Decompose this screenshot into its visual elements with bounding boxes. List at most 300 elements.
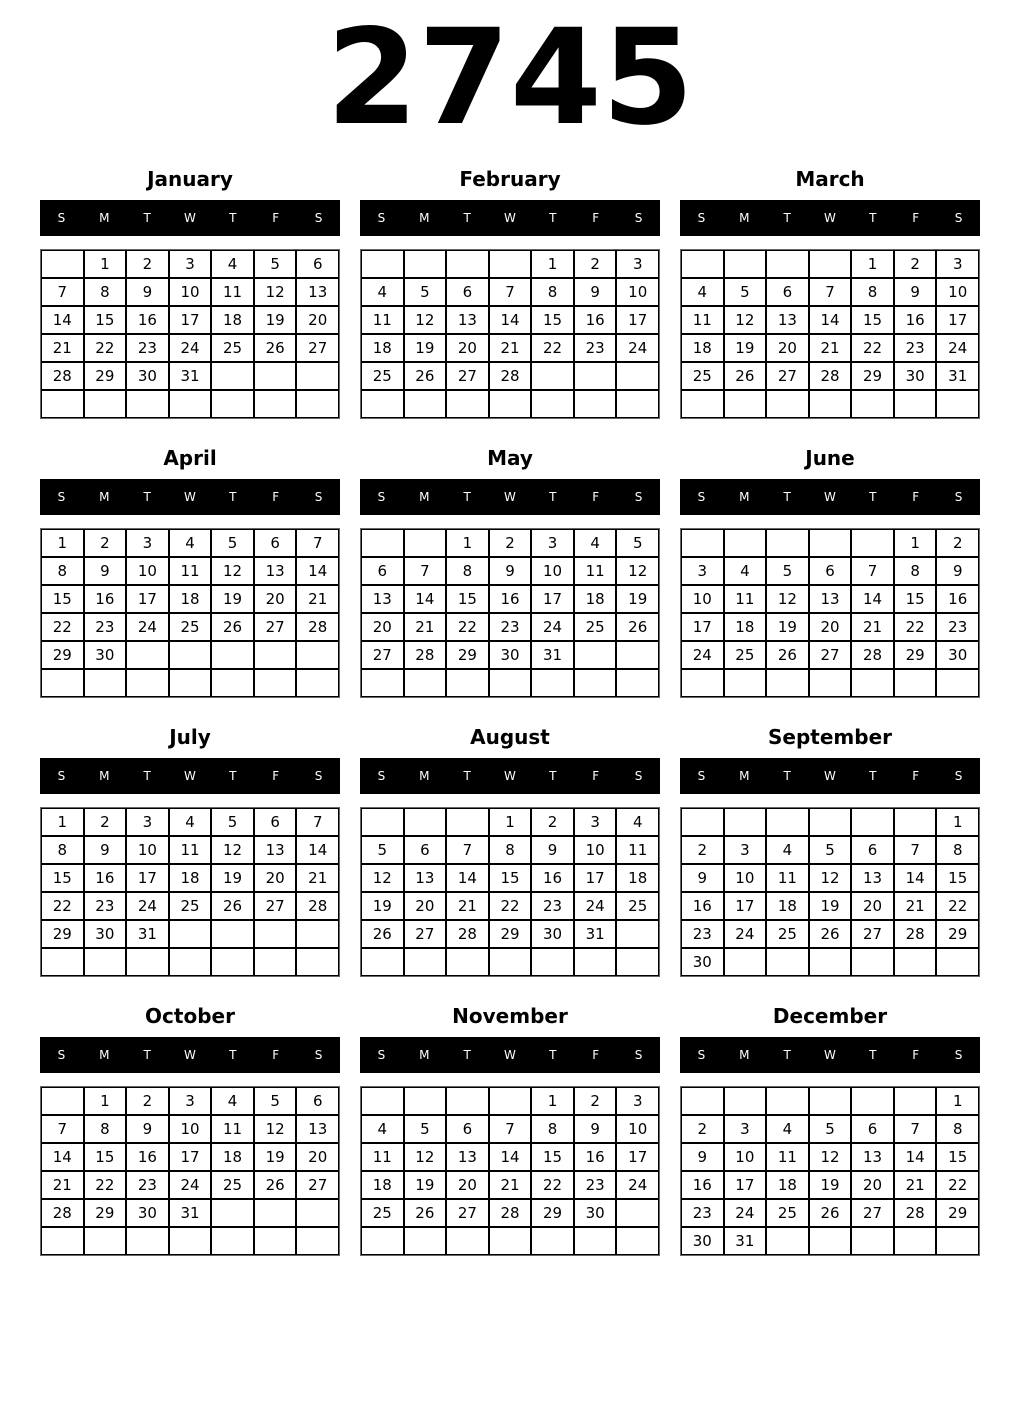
day-cell: 13	[851, 1143, 894, 1171]
empty-day-cell	[936, 390, 979, 418]
empty-day-cell	[211, 669, 254, 697]
day-cell: 22	[936, 1171, 979, 1199]
day-cell: 4	[169, 529, 212, 557]
day-cell: 14	[41, 306, 84, 334]
day-cell: 22	[851, 334, 894, 362]
month-block	[40, 987, 340, 1256]
day-cell: 5	[724, 278, 767, 306]
month-block	[680, 429, 980, 698]
day-cell: 9	[681, 864, 724, 892]
month-grid	[40, 1086, 340, 1256]
weekday-label: W	[824, 211, 836, 225]
empty-day-cell	[254, 1227, 297, 1255]
weekday-label: T	[549, 1048, 557, 1062]
empty-day-cell	[809, 1227, 852, 1255]
day-cell: 30	[84, 641, 127, 669]
month-title: November	[452, 1004, 568, 1028]
day-cell: 12	[404, 306, 447, 334]
day-cell: 11	[169, 836, 212, 864]
day-cell: 23	[126, 334, 169, 362]
day-cell: 31	[169, 362, 212, 390]
empty-day-cell	[851, 948, 894, 976]
weekday-label: W	[504, 211, 516, 225]
day-cell: 13	[851, 864, 894, 892]
day-cell: 12	[404, 1143, 447, 1171]
weekday-label: W	[504, 769, 516, 783]
month-title: December	[772, 1004, 888, 1028]
empty-day-cell	[616, 641, 659, 669]
day-cell: 27	[361, 641, 404, 669]
empty-day-cell	[894, 808, 937, 836]
day-cell: 19	[404, 334, 447, 362]
day-cell: 2	[84, 529, 127, 557]
day-cell: 9	[531, 836, 574, 864]
day-cell: 14	[809, 306, 852, 334]
day-cell: 3	[169, 250, 212, 278]
day-cell: 14	[851, 585, 894, 613]
day-cell: 15	[936, 864, 979, 892]
weekday-label: S	[314, 1048, 323, 1062]
day-cell: 6	[296, 1087, 339, 1115]
day-cell: 21	[894, 892, 937, 920]
day-cell: 28	[851, 641, 894, 669]
day-cell: 7	[296, 529, 339, 557]
empty-day-cell	[169, 390, 212, 418]
day-cell: 26	[361, 920, 404, 948]
day-cell: 16	[84, 864, 127, 892]
day-cell: 26	[211, 613, 254, 641]
month-title: May	[487, 446, 533, 470]
month-title: October	[145, 1004, 235, 1028]
month-block	[680, 150, 980, 419]
day-cell: 1	[531, 250, 574, 278]
day-cell: 28	[41, 362, 84, 390]
day-cell: 21	[851, 613, 894, 641]
day-cell: 3	[169, 1087, 212, 1115]
day-cell: 8	[531, 278, 574, 306]
day-cell: 5	[254, 1087, 297, 1115]
weekday-label: M	[739, 769, 750, 783]
day-cell: 7	[296, 808, 339, 836]
day-cell: 9	[489, 557, 532, 585]
day-cell: 7	[809, 278, 852, 306]
day-cell: 20	[361, 613, 404, 641]
day-cell: 16	[126, 1143, 169, 1171]
day-cell: 25	[681, 362, 724, 390]
day-cell: 9	[894, 278, 937, 306]
month-title: April	[163, 446, 217, 470]
day-cell: 19	[616, 585, 659, 613]
weekday-label: T	[869, 1048, 877, 1062]
day-cell: 4	[766, 1115, 809, 1143]
weekday-label: M	[419, 211, 430, 225]
day-cell: 18	[211, 306, 254, 334]
weekday-label: T	[869, 769, 877, 783]
day-cell: 6	[809, 557, 852, 585]
day-cell: 1	[936, 808, 979, 836]
empty-day-cell	[489, 948, 532, 976]
day-cell: 9	[574, 1115, 617, 1143]
day-cell: 11	[766, 1143, 809, 1171]
day-cell: 6	[851, 1115, 894, 1143]
empty-day-cell	[126, 390, 169, 418]
month-block	[360, 987, 660, 1256]
weekday-label: S	[697, 769, 706, 783]
empty-day-cell	[361, 390, 404, 418]
day-cell: 6	[446, 1115, 489, 1143]
empty-day-cell	[84, 669, 127, 697]
weekday-label: S	[634, 211, 643, 225]
day-cell: 10	[531, 557, 574, 585]
day-cell: 3	[126, 808, 169, 836]
empty-day-cell	[41, 1087, 84, 1115]
empty-day-cell	[211, 1227, 254, 1255]
day-cell: 27	[766, 362, 809, 390]
day-cell: 12	[211, 836, 254, 864]
empty-day-cell	[211, 641, 254, 669]
day-cell: 25	[766, 920, 809, 948]
day-cell: 26	[809, 920, 852, 948]
day-cell: 18	[616, 864, 659, 892]
day-cell: 11	[211, 278, 254, 306]
empty-day-cell	[489, 1227, 532, 1255]
empty-day-cell	[404, 1227, 447, 1255]
empty-day-cell	[809, 808, 852, 836]
empty-day-cell	[296, 641, 339, 669]
empty-day-cell	[574, 362, 617, 390]
empty-day-cell	[531, 669, 574, 697]
weekday-label: T	[549, 211, 557, 225]
empty-day-cell	[169, 669, 212, 697]
day-cell: 2	[574, 250, 617, 278]
empty-day-cell	[766, 1087, 809, 1115]
day-cell: 25	[211, 334, 254, 362]
empty-day-cell	[681, 669, 724, 697]
day-cell: 22	[936, 892, 979, 920]
day-cell: 17	[169, 1143, 212, 1171]
day-cell: 18	[361, 334, 404, 362]
day-cell: 8	[936, 1115, 979, 1143]
day-cell: 1	[936, 1087, 979, 1115]
months-grid	[0, 150, 1020, 1266]
day-cell: 29	[84, 1199, 127, 1227]
day-cell: 15	[41, 864, 84, 892]
day-cell: 11	[211, 1115, 254, 1143]
day-cell: 8	[851, 278, 894, 306]
empty-day-cell	[169, 641, 212, 669]
empty-day-cell	[211, 948, 254, 976]
day-cell: 2	[531, 808, 574, 836]
day-cell: 26	[254, 334, 297, 362]
weekday-label: S	[634, 490, 643, 504]
weekday-label: W	[504, 1048, 516, 1062]
day-cell: 17	[616, 1143, 659, 1171]
day-cell: 4	[766, 836, 809, 864]
month-title: January	[147, 167, 233, 191]
day-cell: 17	[531, 585, 574, 613]
empty-day-cell	[766, 390, 809, 418]
month-block	[40, 150, 340, 419]
empty-day-cell	[574, 390, 617, 418]
day-cell: 4	[211, 1087, 254, 1115]
empty-day-cell	[766, 529, 809, 557]
day-cell: 26	[616, 613, 659, 641]
day-cell: 24	[169, 334, 212, 362]
day-cell: 15	[84, 306, 127, 334]
day-cell: 19	[361, 892, 404, 920]
day-cell: 14	[489, 306, 532, 334]
day-cell: 27	[446, 1199, 489, 1227]
day-cell: 29	[936, 920, 979, 948]
weekday-header	[360, 479, 660, 515]
empty-day-cell	[211, 362, 254, 390]
day-cell: 22	[531, 1171, 574, 1199]
day-cell: 2	[936, 529, 979, 557]
day-cell: 25	[616, 892, 659, 920]
empty-day-cell	[851, 529, 894, 557]
weekday-label: W	[184, 490, 196, 504]
day-cell: 14	[489, 1143, 532, 1171]
day-cell: 13	[446, 306, 489, 334]
day-cell: 27	[254, 613, 297, 641]
day-cell: 1	[446, 529, 489, 557]
day-cell: 25	[169, 892, 212, 920]
day-cell: 12	[724, 306, 767, 334]
weekday-label: M	[99, 211, 110, 225]
weekday-label: S	[377, 490, 386, 504]
day-cell: 25	[361, 362, 404, 390]
day-cell: 3	[724, 1115, 767, 1143]
weekday-label: S	[377, 1048, 386, 1062]
day-cell: 29	[446, 641, 489, 669]
day-cell: 28	[296, 613, 339, 641]
empty-day-cell	[724, 390, 767, 418]
weekday-label: M	[739, 490, 750, 504]
weekday-label: F	[912, 1048, 920, 1062]
weekday-label: T	[229, 1048, 237, 1062]
day-cell: 20	[254, 585, 297, 613]
empty-day-cell	[574, 948, 617, 976]
day-cell: 21	[41, 1171, 84, 1199]
day-cell: 13	[296, 278, 339, 306]
empty-day-cell	[809, 948, 852, 976]
empty-day-cell	[809, 1087, 852, 1115]
day-cell: 12	[809, 864, 852, 892]
day-cell: 31	[936, 362, 979, 390]
day-cell: 6	[361, 557, 404, 585]
empty-day-cell	[851, 1227, 894, 1255]
empty-day-cell	[446, 390, 489, 418]
day-cell: 6	[296, 250, 339, 278]
day-cell: 11	[616, 836, 659, 864]
empty-day-cell	[254, 920, 297, 948]
day-cell: 4	[361, 1115, 404, 1143]
day-cell: 21	[296, 864, 339, 892]
empty-day-cell	[851, 390, 894, 418]
day-cell: 14	[41, 1143, 84, 1171]
day-cell: 22	[489, 892, 532, 920]
day-cell: 5	[766, 557, 809, 585]
empty-day-cell	[41, 1227, 84, 1255]
empty-day-cell	[361, 669, 404, 697]
month-grid	[680, 1086, 980, 1256]
weekday-label: S	[57, 211, 66, 225]
day-cell: 21	[489, 1171, 532, 1199]
empty-day-cell	[361, 1087, 404, 1115]
weekday-label: F	[592, 1048, 600, 1062]
day-cell: 7	[489, 1115, 532, 1143]
day-cell: 17	[126, 585, 169, 613]
empty-day-cell	[616, 390, 659, 418]
weekday-label: T	[143, 490, 151, 504]
day-cell: 14	[894, 864, 937, 892]
month-block	[40, 429, 340, 698]
empty-day-cell	[894, 390, 937, 418]
weekday-label: T	[143, 211, 151, 225]
day-cell: 27	[809, 641, 852, 669]
empty-day-cell	[254, 948, 297, 976]
weekday-label: T	[143, 1048, 151, 1062]
day-cell: 11	[361, 1143, 404, 1171]
day-cell: 3	[681, 557, 724, 585]
empty-day-cell	[574, 669, 617, 697]
day-cell: 13	[404, 864, 447, 892]
day-cell: 19	[766, 613, 809, 641]
day-cell: 29	[936, 1199, 979, 1227]
day-cell: 9	[574, 278, 617, 306]
day-cell: 17	[169, 306, 212, 334]
empty-day-cell	[894, 948, 937, 976]
weekday-label: S	[954, 769, 963, 783]
day-cell: 26	[724, 362, 767, 390]
weekday-label: S	[314, 490, 323, 504]
weekday-label: W	[824, 769, 836, 783]
month-grid	[360, 249, 660, 419]
day-cell: 3	[724, 836, 767, 864]
day-cell: 5	[254, 250, 297, 278]
weekday-label: S	[57, 1048, 66, 1062]
day-cell: 17	[616, 306, 659, 334]
weekday-header	[680, 1037, 980, 1073]
day-cell: 7	[446, 836, 489, 864]
empty-day-cell	[404, 1087, 447, 1115]
empty-day-cell	[446, 948, 489, 976]
empty-day-cell	[489, 1087, 532, 1115]
empty-day-cell	[766, 250, 809, 278]
day-cell: 30	[489, 641, 532, 669]
empty-day-cell	[296, 920, 339, 948]
day-cell: 7	[41, 1115, 84, 1143]
empty-day-cell	[531, 362, 574, 390]
weekday-label: S	[634, 1048, 643, 1062]
day-cell: 3	[616, 1087, 659, 1115]
weekday-label: F	[912, 769, 920, 783]
day-cell: 28	[809, 362, 852, 390]
day-cell: 11	[169, 557, 212, 585]
weekday-label: T	[783, 769, 791, 783]
day-cell: 15	[446, 585, 489, 613]
day-cell: 21	[41, 334, 84, 362]
day-cell: 27	[851, 1199, 894, 1227]
day-cell: 14	[404, 585, 447, 613]
day-cell: 10	[126, 836, 169, 864]
empty-day-cell	[446, 250, 489, 278]
weekday-label: T	[549, 769, 557, 783]
day-cell: 4	[681, 278, 724, 306]
empty-day-cell	[616, 948, 659, 976]
day-cell: 9	[84, 836, 127, 864]
day-cell: 18	[169, 864, 212, 892]
day-cell: 24	[126, 613, 169, 641]
weekday-header	[40, 1037, 340, 1073]
day-cell: 1	[851, 250, 894, 278]
empty-day-cell	[404, 948, 447, 976]
day-cell: 11	[766, 864, 809, 892]
empty-day-cell	[809, 390, 852, 418]
day-cell: 25	[574, 613, 617, 641]
day-cell: 21	[404, 613, 447, 641]
day-cell: 18	[574, 585, 617, 613]
empty-day-cell	[41, 669, 84, 697]
day-cell: 30	[531, 920, 574, 948]
empty-day-cell	[616, 1199, 659, 1227]
day-cell: 3	[531, 529, 574, 557]
empty-day-cell	[446, 1227, 489, 1255]
weekday-header	[360, 1037, 660, 1073]
day-cell: 12	[211, 557, 254, 585]
day-cell: 17	[936, 306, 979, 334]
day-cell: 20	[296, 306, 339, 334]
day-cell: 28	[489, 1199, 532, 1227]
day-cell: 6	[766, 278, 809, 306]
day-cell: 28	[41, 1199, 84, 1227]
day-cell: 26	[254, 1171, 297, 1199]
empty-day-cell	[724, 808, 767, 836]
day-cell: 29	[489, 920, 532, 948]
day-cell: 4	[361, 278, 404, 306]
day-cell: 5	[404, 278, 447, 306]
empty-day-cell	[254, 390, 297, 418]
weekday-header	[680, 479, 980, 515]
weekday-label: F	[912, 490, 920, 504]
day-cell: 26	[404, 362, 447, 390]
day-cell: 15	[84, 1143, 127, 1171]
empty-day-cell	[809, 529, 852, 557]
empty-day-cell	[296, 390, 339, 418]
day-cell: 4	[616, 808, 659, 836]
empty-day-cell	[404, 250, 447, 278]
day-cell: 14	[296, 836, 339, 864]
day-cell: 15	[894, 585, 937, 613]
empty-day-cell	[361, 250, 404, 278]
day-cell: 13	[254, 836, 297, 864]
day-cell: 12	[361, 864, 404, 892]
day-cell: 26	[404, 1199, 447, 1227]
day-cell: 26	[809, 1199, 852, 1227]
weekday-label: T	[783, 1048, 791, 1062]
day-cell: 22	[41, 892, 84, 920]
empty-day-cell	[616, 920, 659, 948]
day-cell: 26	[766, 641, 809, 669]
day-cell: 31	[724, 1227, 767, 1255]
day-cell: 11	[681, 306, 724, 334]
month-grid	[360, 528, 660, 698]
day-cell: 5	[211, 808, 254, 836]
empty-day-cell	[361, 1227, 404, 1255]
day-cell: 5	[809, 1115, 852, 1143]
day-cell: 20	[296, 1143, 339, 1171]
day-cell: 24	[126, 892, 169, 920]
